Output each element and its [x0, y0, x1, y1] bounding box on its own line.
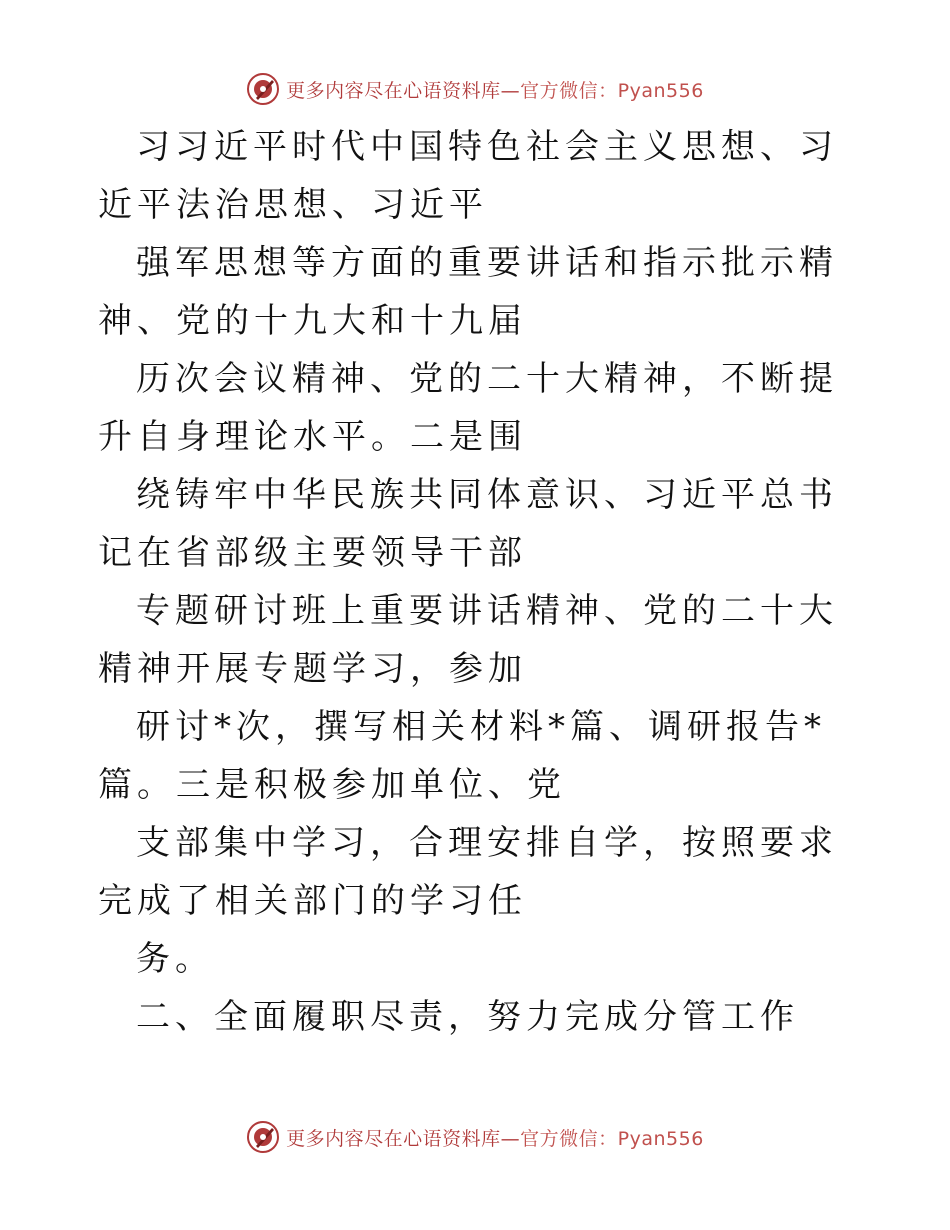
paragraph-7: 支部集中学习，合理安排自学，按照要求完成了相关部门的学习任 — [98, 823, 838, 921]
watermark-main: 更多内容尽在心语资料库 — [286, 1127, 501, 1150]
paragraph-4: 绕铸牢中华民族共同体意识、习近平总书记在省部级主要领导干部 — [98, 475, 838, 573]
footer-watermark — [0, 1120, 950, 1154]
watermark-dash: — — [500, 1127, 521, 1150]
header-watermark — [0, 72, 950, 106]
watermark-text — [286, 76, 704, 103]
watermark-wechat: 官方微信：Pyan556 — [520, 79, 704, 102]
paragraph-3: 历次会议精神、党的二十大精神，不断提升自身理论水平。二是围 — [98, 359, 838, 457]
watermark-wechat: 官方微信：Pyan556 — [520, 1127, 704, 1150]
watermark-text — [286, 1124, 704, 1151]
paragraph-5: 专题研讨班上重要讲话精神、党的二十大精神开展专题学习，参加 — [98, 591, 838, 689]
pen-logo-icon — [246, 1120, 280, 1154]
watermark-main: 更多内容尽在心语资料库 — [286, 79, 501, 102]
paragraph-6: 研讨*次，撰写相关材料*篇、调研报告*篇。三是积极参加单位、党 — [98, 707, 826, 805]
paragraph-1: 习习近平时代中国特色社会主义思想、习近平法治思想、习近平 — [98, 127, 838, 225]
document-body — [98, 118, 858, 1046]
paragraph-8: 务。 — [136, 939, 214, 979]
pen-logo-icon — [246, 72, 280, 106]
section-heading: 二、全面履职尽责，努力完成分管工作 — [136, 997, 799, 1037]
watermark-dash: — — [500, 79, 521, 102]
paragraph-2: 强军思想等方面的重要讲话和指示批示精神、党的十九大和十九届 — [98, 243, 838, 341]
